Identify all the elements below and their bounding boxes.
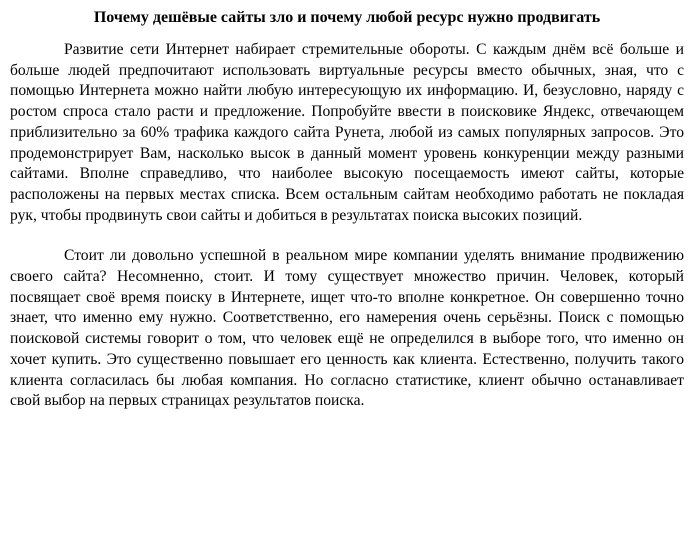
paragraph-1: Развитие сети Интернет набирает стремительные обороты. С каждым днём всё больше и больше людей предпочитают использовать виртуальные ресурсы вместо обычных, зная, что с помощью Интернета можно найти любую интересующую их информацию. И, безусловно, наряду с ростом спроса стало расти и предложение. Попробуйте ввести в поисковике Яндекс, отвечающем приблизительно за 60% трафика каждого сайта Рунета, любой из самых популярных запросов. Это продемонстрирует Вам, насколько высок в данный момент уровень конкуренции между разными сайтами. Вполне справедливо, что наиболее высокую посещаемость имеют сайты, которые расположены на первых местах списка. Всем остальным сайтам необходимо работать не покладая рук, чтобы продвинуть свои сайты и добиться в результатах поиска высоких позиций. — [10, 41, 684, 224]
paragraph-2: Стоит ли довольно успешной в реальном мире компании уделять внимание продвижению своего сайта? Несомненно, стоит. И тому существует множество причин. Человек, который посвящает своё время поиску в Интернете, ищет что-то вполне конкретное. Он совершенно точно знает, что именно ему нужно. Соответственно, его намерения очень серьёзны. Поиск с помощью поисковой системы говорит о том, что человек ещё не определился в выборе того, что именно он хочет купить. Это существенно повышает его ценность как клиента. Естественно, получить такого клиента согласилась бы любая компания. Но согласно статистике, клиент обычно останавливает свой выбор на первых страницах результатов поиска. — [10, 247, 684, 410]
document-title: Почему дешёвые сайты зло и почему любой ресурс нужно продвигать — [93, 9, 601, 26]
